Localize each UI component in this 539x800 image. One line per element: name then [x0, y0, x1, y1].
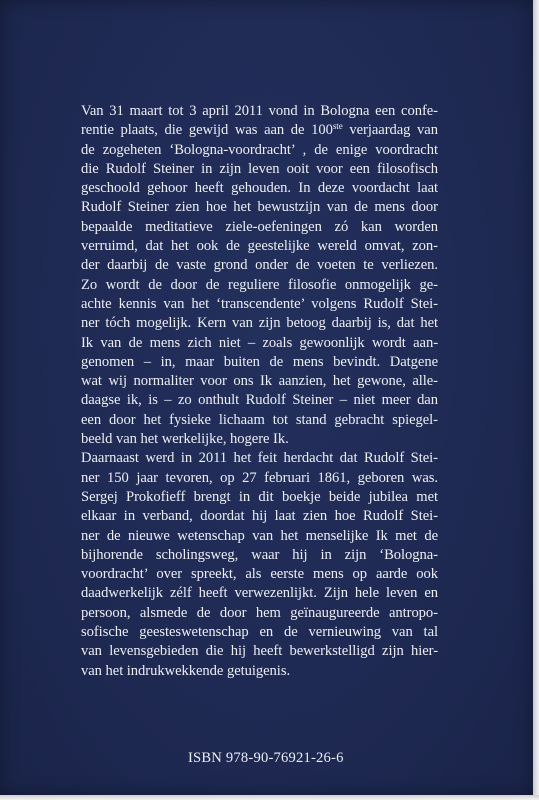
- blurb-line: verruimd, dat het ook de geestelijke wereld omvat, zon-: [81, 238, 438, 255]
- blurb-line: ner tóch mogelijk. Kern van zijn betoog daarbij is, dat het: [81, 315, 438, 332]
- blurb-line: voordracht’ over spreekt, als eerste mens op aarde ook: [81, 566, 438, 583]
- blurb-line: daagse ik, is – zo onthult Rudolf Steiner – niet meer dan: [81, 392, 438, 409]
- blurb-line: ner 150 jaar tevoren, op 27 februari 1861, geboren was.: [81, 469, 438, 486]
- blurb-line: Ik van de mens zich niet – zoals gewoonlijk wordt aan-: [81, 334, 438, 351]
- blurb-text: [81, 102, 438, 681]
- blurb-line: van levensgebieden die hij heeft bewerkstelligd zijn hier-: [81, 643, 438, 660]
- blurb-line: geschoold gehoor heeft gehouden. In deze voordacht laat: [81, 180, 438, 197]
- blurb-line: [81, 121, 438, 140]
- superscript-ste: ste: [332, 121, 343, 132]
- blurb-line: die Rudolf Steiner in zijn leven ooit voor een filosofisch: [81, 160, 438, 177]
- blurb-line: wat wij normaliter voor ons Ik aanzien, het gewone, alle-: [81, 373, 438, 390]
- blurb-line: beeld van het werkelijke, hogere Ik.: [81, 431, 289, 448]
- page-edge-right: [533, 0, 539, 800]
- blurb-line-part: rentie plaats, die gewijd was aan de 100: [81, 122, 333, 139]
- blurb-line: elkaar in verband, doordat hij laat zien hoe Rudolf Stei-: [81, 508, 438, 525]
- blurb-line: Sergej Prokofieff brengt in dit boekje beide jubilea met: [81, 488, 438, 505]
- blurb-line-part: verjaardag van: [342, 122, 438, 139]
- blurb-line: de zogeheten ‘Bologna-voordracht’ , de enige voordracht: [81, 141, 438, 158]
- blurb-line: persoon, alsmede de door hem geïnaugureerde antropo-: [81, 604, 438, 621]
- blurb-line: sofische geesteswetenschap en de vernieuwing van tal: [81, 624, 438, 641]
- blurb-line: Daarnaast werd in 2011 het feit herdacht dat Rudolf Stei-: [81, 450, 438, 467]
- blurb-line: ner de nieuwe wetenschap van het menselijke Ik met de: [81, 527, 438, 544]
- blurb-line: Rudolf Steiner zien hoe het bewustzijn van de mens door: [81, 199, 438, 216]
- blurb-line: bijhorende scholingsweg, waar hij in zijn ‘Bologna-: [81, 546, 438, 563]
- blurb-line: genomen – in, maar buiten de mens bevindt. Datgene: [81, 353, 438, 370]
- blurb-line: Van 31 maart tot 3 april 2011 vond in Bologna een confe-: [81, 103, 438, 119]
- blurb-line: van het indrukwekkende getuigenis.: [81, 662, 291, 679]
- blurb-line: achte kennis van het ‘transcendente’ volgens Rudolf Stei-: [81, 295, 438, 312]
- isbn-number: ISBN 978-90-76921-26-6: [188, 750, 344, 766]
- page-edge-bottom: [0, 795, 539, 800]
- blurb-line: der daarbij de vaste grond onder de voeten te verliezen.: [81, 257, 438, 274]
- blurb-line: Zo wordt de door de reguliere filosofie onmogelijk ge-: [81, 276, 438, 293]
- blurb-line: een door het fysieke lichaam tot stand gebracht spiegel-: [81, 411, 438, 428]
- blurb-line: daadwerkelijk zélf heeft verwezenlijkt. Zijn hele leven en: [81, 585, 438, 602]
- blurb-line: bepaalde meditatieve ziele-oefeningen zó kan worden: [81, 218, 438, 235]
